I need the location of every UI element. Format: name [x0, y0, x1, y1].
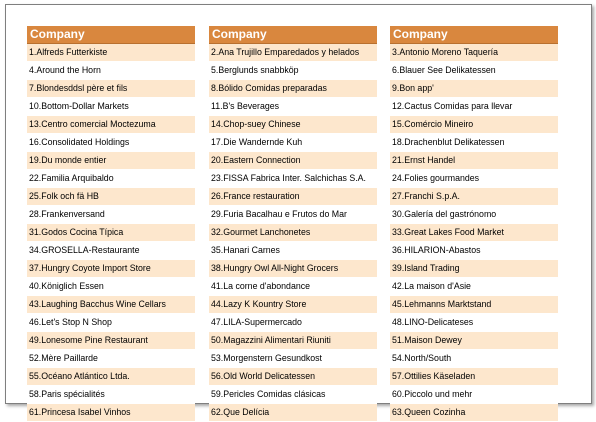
company-row: 23.FISSA Fabrica Inter. Salchichas S.A.: [209, 170, 377, 188]
company-row: 50.Magazzini Alimentari Riuniti: [209, 332, 377, 350]
company-row: 8.Bólido Comidas preparadas: [209, 80, 377, 98]
company-row: 2.Ana Trujillo Emparedados y helados: [209, 44, 377, 62]
company-row: 11.B's Beverages: [209, 98, 377, 116]
company-column-1: [27, 26, 195, 422]
company-row: 16.Consolidated Holdings: [27, 134, 195, 152]
company-row: 62.Que Delícia: [209, 404, 377, 422]
company-row: 12.Cactus Comidas para llevar: [390, 98, 558, 116]
company-row: 43.Laughing Bacchus Wine Cellars: [27, 296, 195, 314]
company-row: 58.Paris spécialités: [27, 386, 195, 404]
company-row: 33.Great Lakes Food Market: [390, 224, 558, 242]
company-row: 59.Pericles Comidas clásicas: [209, 386, 377, 404]
company-row: 37.Hungry Coyote Import Store: [27, 260, 195, 278]
company-row: 34.GROSELLA-Restaurante: [27, 242, 195, 260]
company-row: 53.Morgenstern Gesundkost: [209, 350, 377, 368]
company-row: 47.LILA-Supermercado: [209, 314, 377, 332]
company-row: 45.Lehmanns Marktstand: [390, 296, 558, 314]
company-row: 19.Du monde entier: [27, 152, 195, 170]
column-header: Company: [209, 26, 377, 44]
company-row: 49.Lonesome Pine Restaurant: [27, 332, 195, 350]
company-row: 3.Antonio Moreno Taquería: [390, 44, 558, 62]
company-row: 36.HILARION-Abastos: [390, 242, 558, 260]
company-column-2: [209, 26, 377, 422]
company-row: 25.Folk och fä HB: [27, 188, 195, 206]
company-row: 63.Queen Cozinha: [390, 404, 558, 422]
company-row: 31.Godos Cocina Típica: [27, 224, 195, 242]
company-row: 44.Lazy K Kountry Store: [209, 296, 377, 314]
company-row: 18.Drachenblut Delikatessen: [390, 134, 558, 152]
company-row: 61.Princesa Isabel Vinhos: [27, 404, 195, 422]
company-row: 57.Ottilies Käseladen: [390, 368, 558, 386]
company-row: 14.Chop-suey Chinese: [209, 116, 377, 134]
company-row: 17.Die Wandernde Kuh: [209, 134, 377, 152]
company-row: 51.Maison Dewey: [390, 332, 558, 350]
company-row: 48.LINO-Delicateses: [390, 314, 558, 332]
company-row: 1.Alfreds Futterkiste: [27, 44, 195, 62]
company-row: 5.Berglunds snabbköp: [209, 62, 377, 80]
company-row: 38.Hungry Owl All-Night Grocers: [209, 260, 377, 278]
company-row: 55.Océano Atlántico Ltda.: [27, 368, 195, 386]
company-row: 29.Furia Bacalhau e Frutos do Mar: [209, 206, 377, 224]
report-page: [5, 4, 592, 417]
company-row: 20.Eastern Connection: [209, 152, 377, 170]
company-row: 26.France restauration: [209, 188, 377, 206]
company-row: 35.Hanari Carnes: [209, 242, 377, 260]
company-row: 60.Piccolo und mehr: [390, 386, 558, 404]
company-row: 21.Ernst Handel: [390, 152, 558, 170]
company-row: 15.Comércio Mineiro: [390, 116, 558, 134]
company-row: 4.Around the Horn: [27, 62, 195, 80]
company-row: 54.North/South: [390, 350, 558, 368]
company-row: 22.Familia Arquibaldo: [27, 170, 195, 188]
company-row: 10.Bottom-Dollar Markets: [27, 98, 195, 116]
company-row: 13.Centro comercial Moctezuma: [27, 116, 195, 134]
company-row: 42.La maison d'Asie: [390, 278, 558, 296]
company-row: 9.Bon app': [390, 80, 558, 98]
company-row: 32.Gourmet Lanchonetes: [209, 224, 377, 242]
company-row: 30.Galería del gastrónomo: [390, 206, 558, 224]
company-column-3: [390, 26, 558, 422]
company-row: 7.Blondesddsl père et fils: [27, 80, 195, 98]
column-header: Company: [27, 26, 195, 44]
company-row: 24.Folies gourmandes: [390, 170, 558, 188]
column-header: Company: [390, 26, 558, 44]
company-row: 40.Königlich Essen: [27, 278, 195, 296]
company-row: 39.Island Trading: [390, 260, 558, 278]
company-row: 56.Old World Delicatessen: [209, 368, 377, 386]
company-row: 52.Mère Paillarde: [27, 350, 195, 368]
company-row: 41.La corne d'abondance: [209, 278, 377, 296]
company-row: 27.Franchi S.p.A.: [390, 188, 558, 206]
company-row: 28.Frankenversand: [27, 206, 195, 224]
company-row: 6.Blauer See Delikatessen: [390, 62, 558, 80]
company-row: 46.Let's Stop N Shop: [27, 314, 195, 332]
